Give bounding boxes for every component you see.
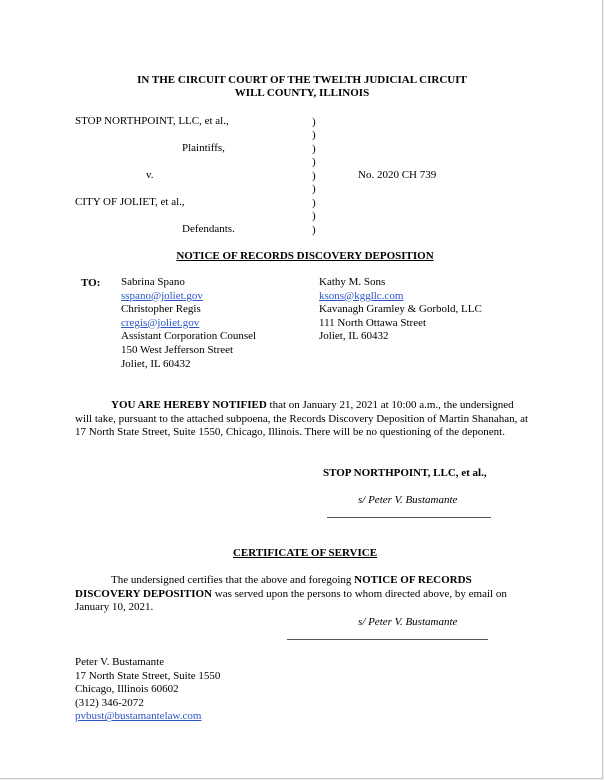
attorney-phone: (312) 346-2072 [75, 696, 144, 709]
to-label: TO: [81, 277, 101, 289]
certificate-text: was served upon the persons to whom directed above, by email on January 10, 2021. [75, 587, 507, 613]
attorney-email-link[interactable]: pvbust@bustamantelaw.com [75, 710, 202, 723]
caption-paren: ) [312, 196, 316, 209]
certificate-signature-rule [287, 639, 488, 640]
signature-line-text: s/ Peter V. Bustamante [358, 494, 458, 506]
caption-paren: ) [312, 223, 316, 236]
certificate-signature: s/ Peter V. Bustamante [358, 616, 458, 628]
signature-rule [327, 517, 491, 518]
recipient-street: 150 West Jefferson Street [121, 343, 234, 356]
recipient-name: Kathy M. Sons [319, 276, 386, 288]
certificate-bold: NOTICE OF RECORDS DISCOVERY DEPOSITION [75, 574, 472, 600]
attorney-city: Chicago, Illinois 60602 [75, 683, 179, 696]
recipient-email-link[interactable]: ksons@kggllc.com [319, 289, 404, 302]
notice-text: that on January 21, 2021 at 10:00 a.m., the undersigned will take, pursuant to the attached subpoena, the Records Discovery Deposition of Martin Shanahan, at 17 North State Street, Suite 1550, Chicago, Illinois. There will be no questioning of the deponent. [75, 399, 529, 438]
recipient-email-link[interactable]: cregis@joliet.gov [121, 316, 200, 329]
signature-party: STOP NORTHPOINT, LLC, et al., [323, 467, 487, 479]
certificate-text: The undersigned certifies that the above and foregoing [111, 574, 355, 586]
notice-lead: YOU ARE HEREBY NOTIFIED [111, 399, 267, 411]
recipient-name: Sabrina Spano [121, 276, 185, 288]
recipient-email-link[interactable]: sspano@joliet.gov [121, 289, 203, 302]
certificate-body [75, 574, 530, 615]
plaintiff-role: Plaintiffs, [182, 142, 225, 154]
caption-paren: ) [312, 116, 316, 128]
caption-paren-column [312, 116, 316, 237]
court-name: IN THE CIRCUIT COURT OF THE TWELTH JUDICIAL CIRCUIT [137, 74, 467, 86]
attorney-name: Peter V. Bustamante [75, 656, 165, 668]
court-county: WILL COUNTY, ILLINOIS [234, 87, 370, 99]
defendant-role: Defendants. [182, 223, 235, 235]
caption-paren: ) [312, 129, 316, 142]
recipients-right [319, 276, 482, 344]
notice-title: NOTICE OF RECORDS DISCOVERY DEPOSITION [176, 250, 434, 262]
recipient-firm: Kavanagh Gramley & Gorbold, LLC [319, 303, 482, 316]
caption-paren: ) [312, 156, 316, 169]
caption-paren: ) [312, 210, 316, 223]
notice-body [75, 399, 530, 440]
caption-paren: ) [312, 183, 316, 196]
versus-label: v. [146, 169, 154, 181]
plaintiff-name: STOP NORTHPOINT, LLC, et al., [75, 115, 229, 127]
caption-paren: ) [312, 142, 316, 155]
defendant-name: CITY OF JOLIET, et al., [75, 196, 185, 208]
case-number: No. 2020 CH 739 [358, 169, 437, 181]
recipient-name: Christopher Regis [121, 303, 201, 316]
recipient-street: 111 North Ottawa Street [319, 316, 427, 329]
certificate-title: CERTIFICATE OF SERVICE [232, 547, 378, 559]
attorney-block [75, 656, 220, 724]
recipient-city: Joliet, IL 60432 [319, 330, 389, 343]
recipients-left [121, 276, 256, 371]
caption-paren: ) [312, 169, 316, 182]
recipient-title: Assistant Corporation Counsel [121, 330, 257, 343]
attorney-street: 17 North State Street, Suite 1550 [75, 669, 221, 682]
recipient-city: Joliet, IL 60432 [121, 357, 191, 370]
